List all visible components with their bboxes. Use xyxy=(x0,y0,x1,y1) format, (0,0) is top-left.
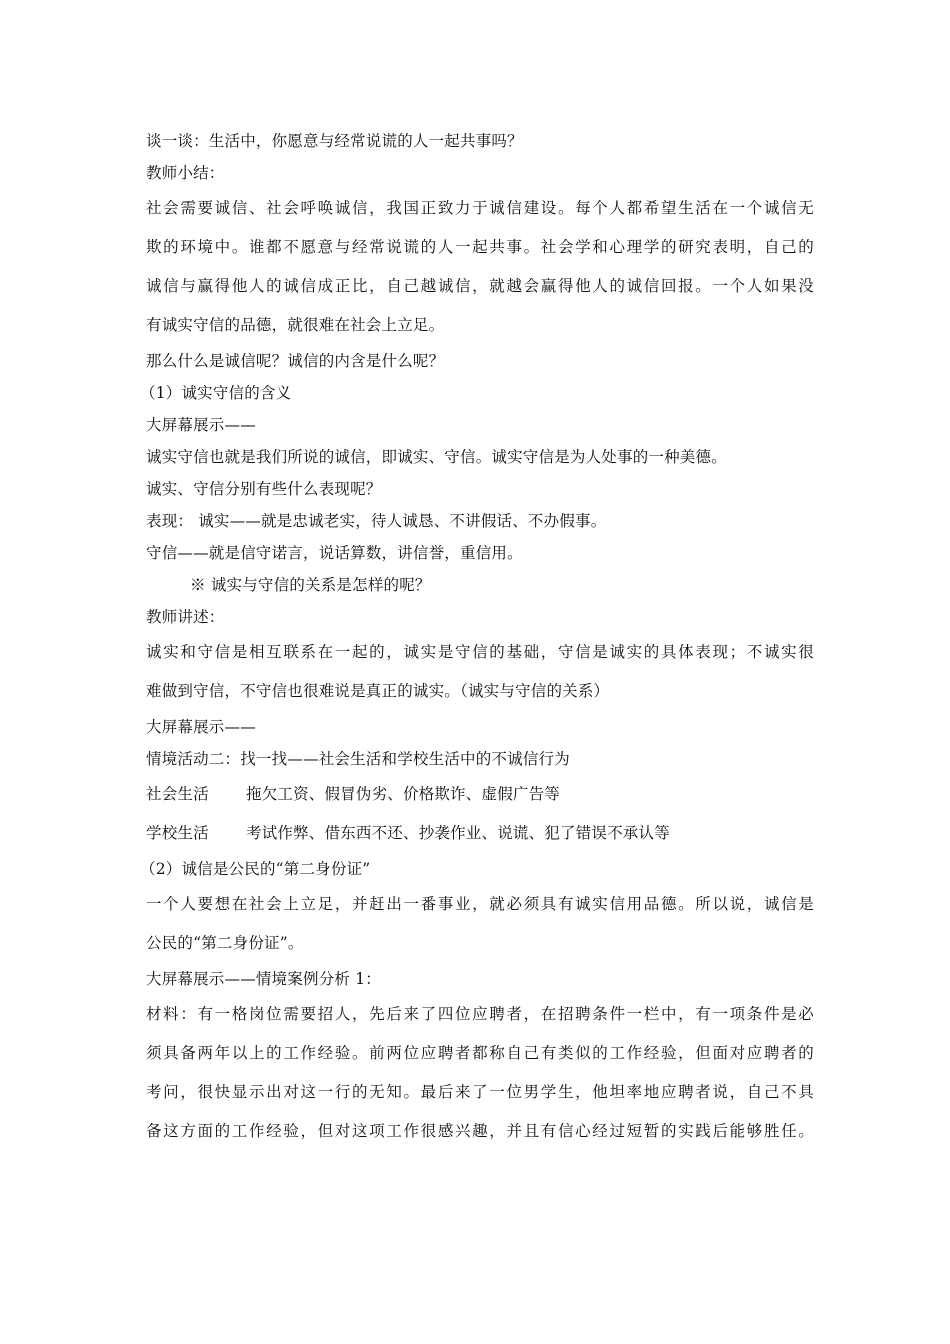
section-2-heading: （2）诚信是公民的“第二身份证” xyxy=(140,860,371,878)
case-analysis-heading: 大屏幕展示——情境案例分析 1： xyxy=(146,970,381,988)
discussion-prompt: 谈一谈：生活中，你愿意与经常说谎的人一起共事吗？ xyxy=(146,132,523,150)
summary-line-1: 社会需要诚信、社会呼唤诚信，我国正致力于诚信建设。每个人都希望生活在一个诚信无 xyxy=(146,199,814,217)
performance-question: 诚实、守信分别有些什么表现呢？ xyxy=(146,480,382,498)
identity-line-2: 公民的“第二身份证”。 xyxy=(146,934,304,952)
material-line-1: 材料：有一格岗位需要招人，先后来了四位应聘者，在招聘条件一栏中，有一项条件是必 xyxy=(146,1005,814,1023)
relationship-question: ※ 诚实与守信的关系是怎样的呢？ xyxy=(190,576,431,594)
material-line-4: 备这方面的工作经验，但对这项工作很感兴趣，并且有信心经过短暂的实践后能够胜任。 xyxy=(146,1122,814,1140)
table-row-value: 拖欠工资、假冒伪劣、价格欺诈、虚假广告等 xyxy=(246,785,561,803)
lecture-line-1: 诚实和守信是相互联系在一起的，诚实是守信的基础，守信是诚实的具体表现；不诚实很 xyxy=(146,643,814,661)
teacher-lecture-heading: 教师讲述： xyxy=(146,608,225,626)
table-row-label: 社会生活 xyxy=(146,785,209,803)
material-line-3: 考问，很快显示出对这一行的无知。最后来了一位男学生，他坦率地应聘者说，自己不具 xyxy=(146,1083,814,1101)
teacher-summary-heading: 教师小结： xyxy=(146,164,225,182)
trust-performance: 守信——就是信守诺言，说话算数，讲信誉，重信用。 xyxy=(146,544,523,562)
screen-display-label-2: 大屏幕展示—— xyxy=(146,718,256,736)
table-row-value: 考试作弊、借东西不还、抄袭作业、说谎、犯了错误不承认等 xyxy=(246,824,670,842)
honesty-performance: 表现： 诚实——就是忠诚老实，待人诚恳、不讲假话、不办假事。 xyxy=(146,512,607,530)
definition-line: 诚实守信也就是我们所说的诚信，即诚实、守信。诚实守信是为人处事的一种美德。 xyxy=(146,448,727,466)
identity-line-1: 一个人要想在社会上立足，并赶出一番事业，就必须具有诚实信用品德。所以说，诚信是 xyxy=(146,895,814,913)
question-line: 那么什么是诚信呢？诚信的内含是什么呢？ xyxy=(146,352,445,370)
material-line-2: 须具备两年以上的工作经验。前两位应聘者都称自己有类似的工作经验，但面对应聘者的 xyxy=(146,1044,814,1062)
summary-line-4: 有诚实守信的品德，就很难在社会上立足。 xyxy=(146,316,445,334)
summary-line-3: 诚信与赢得他人的诚信成正比，自己越诚信，就越会赢得他人的诚信回报。一个人如果没 xyxy=(146,277,814,295)
section-1-heading: （1）诚实守信的含义 xyxy=(140,384,292,402)
lecture-line-2: 难做到守信，不守信也很难说是真正的诚实。（诚实与守信的关系） xyxy=(146,682,610,700)
screen-display-label: 大屏幕展示—— xyxy=(146,416,256,434)
table-row xyxy=(146,814,814,853)
document-page xyxy=(140,125,814,1151)
table-row xyxy=(146,775,814,814)
summary-line-2: 欺的环境中。谁都不愿意与经常说谎的人一起共事。社会学和心理学的研究表明，自己的 xyxy=(146,238,814,256)
activity-two-heading: 情境活动二：找一找——社会生活和学校生活中的不诚信行为 xyxy=(146,750,570,768)
table-row-label: 学校生活 xyxy=(146,824,209,842)
